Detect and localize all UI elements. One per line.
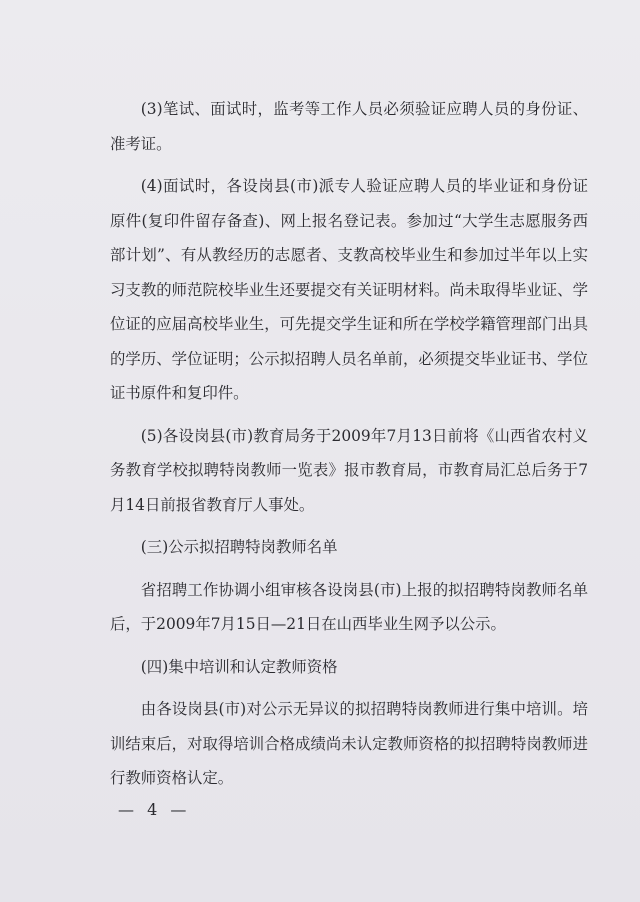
section-heading-4: (四)集中培训和认定教师资格 [140,657,338,676]
document-body [110,92,588,804]
page-number: — 4 — [118,800,191,819]
paragraph-publicity: 省招聘工作协调小组审核各设岗县(市)上报的拟招聘特岗教师名单后，于2009年7月15日—21日在山西毕业生网予以公示。 [110,580,588,633]
paragraph-4: (4)面试时，各设岗县(市)派专人验证应聘人员的毕业证和身份证原件(复印件留存备查)、网上报名登记表。参加过“大学生志愿服务西部计划”、有从教经历的志愿者、支教高校毕业生和参加过半年以上实习支教的师范院校毕业生还要提交有关证明材料。尚未取得毕业证、学位证的应届高校毕业生，可先提交学生证和所在学校学籍管理部门出具的学历、学位证明；公示拟招聘人员名单前，必须提交毕业证书、学位证书原件和复印件。 [110,177,588,402]
paragraph-training: 由各设岗县(市)对公示无异议的拟招聘特岗教师进行集中培训。培训结束后，对取得培训合格成绩尚未认定教师资格的拟招聘特岗教师进行教师资格认定。 [110,700,588,787]
paragraph-3: (3)笔试、面试时，监考等工作人员必须验证应聘人员的身份证、准考证。 [110,100,588,153]
paragraph-5: (5)各设岗县(市)教育局务于2009年7月13日前将《山西省农村义务教育学校拟聘特岗教师一览表》报市教育局，市教育局汇总后务于7月14日前报省教育厅人事处。 [110,426,588,514]
section-heading-3: (三)公示拟招聘特岗教师名单 [140,538,338,556]
